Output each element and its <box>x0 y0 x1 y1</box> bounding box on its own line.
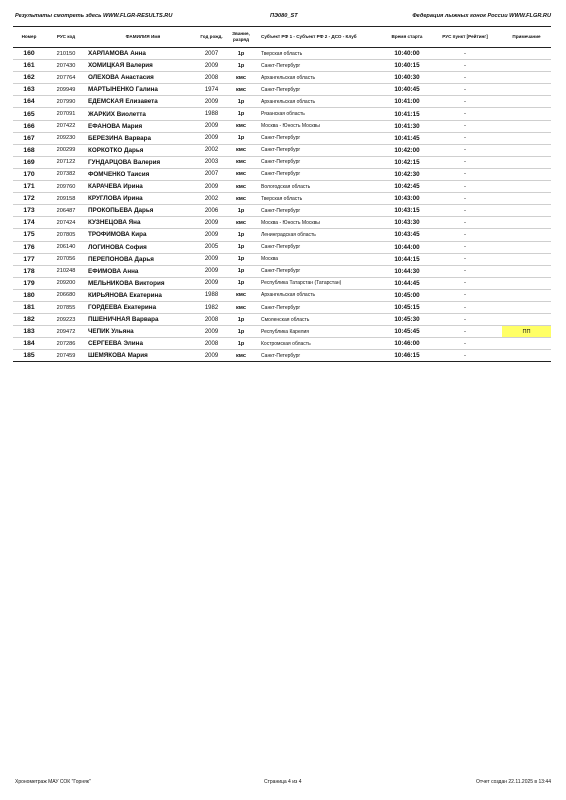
rus-points: - <box>428 217 502 229</box>
table-row <box>13 265 551 277</box>
athlete-number: 167 <box>13 132 45 144</box>
col-code: РУС код <box>45 27 87 48</box>
rus-points: - <box>428 72 502 84</box>
athlete-region: Москва <box>258 253 386 265</box>
athlete-region: Тверская область <box>258 193 386 205</box>
protocol-code: ПЭ080_ST <box>270 13 298 19</box>
table-row <box>13 108 551 120</box>
start-time: 10:44:00 <box>386 241 428 253</box>
athlete-rank: кмс <box>224 301 258 313</box>
athlete-note <box>502 108 551 120</box>
rus-points: - <box>428 289 502 301</box>
athlete-number: 164 <box>13 96 45 108</box>
start-time: 10:41:30 <box>386 120 428 132</box>
rus-points: - <box>428 48 502 60</box>
athlete-code: 209223 <box>45 314 87 326</box>
birth-year: 1988 <box>199 289 224 301</box>
col-number: Номер <box>13 27 45 48</box>
table-row <box>13 48 551 60</box>
athlete-region: Санкт-Петербург <box>258 156 386 168</box>
athlete-code: 207056 <box>45 253 87 265</box>
athlete-number: 170 <box>13 168 45 180</box>
rus-points: - <box>428 168 502 180</box>
athlete-region: Санкт-Петербург <box>258 241 386 253</box>
start-time: 10:46:15 <box>386 350 428 362</box>
col-note: Примечание <box>502 27 551 48</box>
birth-year: 2009 <box>199 96 224 108</box>
birth-year: 2006 <box>199 205 224 217</box>
birth-year: 2009 <box>199 132 224 144</box>
table-row <box>13 156 551 168</box>
start-time: 10:46:00 <box>386 338 428 350</box>
athlete-rank: 1р <box>224 326 258 338</box>
start-time: 10:42:15 <box>386 156 428 168</box>
table-row <box>13 301 551 313</box>
rus-points: - <box>428 350 502 362</box>
birth-year: 2003 <box>199 156 224 168</box>
athlete-code: 210248 <box>45 265 87 277</box>
athlete-region: Тверская область <box>258 48 386 60</box>
start-time: 10:41:00 <box>386 96 428 108</box>
athlete-note <box>502 350 551 362</box>
athlete-rank: 1р <box>224 60 258 72</box>
birth-year: 1982 <box>199 301 224 313</box>
athlete-region: Рязанская область <box>258 108 386 120</box>
athlete-name: ГОРДЕЕВА Екатерина <box>87 301 199 313</box>
athlete-name: ЕДЕМСКАЯ Елизавета <box>87 96 199 108</box>
athlete-number: 174 <box>13 217 45 229</box>
athlete-name: ШЕМЯКОВА Мария <box>87 350 199 362</box>
col-start-time: Время старта <box>386 27 428 48</box>
athlete-number: 179 <box>13 277 45 289</box>
athlete-note <box>502 193 551 205</box>
start-time: 10:45:15 <box>386 301 428 313</box>
table-row <box>13 326 551 338</box>
athlete-code: 206680 <box>45 289 87 301</box>
start-time: 10:43:00 <box>386 193 428 205</box>
athlete-rank: кмс <box>224 193 258 205</box>
table-row <box>13 132 551 144</box>
athlete-note <box>502 217 551 229</box>
athlete-region: Москва - Юность Москвы <box>258 217 386 229</box>
rus-points: - <box>428 60 502 72</box>
rus-points: - <box>428 132 502 144</box>
federation-note: Федерация лыжных гонок России WWW.FLGR.RU <box>412 13 551 19</box>
start-time: 10:40:45 <box>386 84 428 96</box>
athlete-code: 207091 <box>45 108 87 120</box>
start-time: 10:40:00 <box>386 48 428 60</box>
athlete-rank: кмс <box>224 168 258 180</box>
start-time: 10:44:15 <box>386 253 428 265</box>
athlete-name: ЧЕПИК Ульяна <box>87 326 199 338</box>
rus-points: - <box>428 108 502 120</box>
birth-year: 1974 <box>199 84 224 96</box>
athlete-region: Санкт-Петербург <box>258 350 386 362</box>
athlete-rank: 1р <box>224 241 258 253</box>
athlete-region: Санкт-Петербург <box>258 265 386 277</box>
athlete-rank: кмс <box>224 156 258 168</box>
athlete-rank: 1р <box>224 229 258 241</box>
athlete-number: 183 <box>13 326 45 338</box>
start-time: 10:41:15 <box>386 108 428 120</box>
athlete-name: ЛОГИНОВА София <box>87 241 199 253</box>
rus-points: - <box>428 205 502 217</box>
athlete-note <box>502 168 551 180</box>
athlete-number: 160 <box>13 48 45 60</box>
rus-points: - <box>428 181 502 193</box>
athlete-number: 168 <box>13 144 45 156</box>
table-row <box>13 144 551 156</box>
birth-year: 2009 <box>199 217 224 229</box>
birth-year: 2005 <box>199 241 224 253</box>
athlete-name: ЕФИМОВА Анна <box>87 265 199 277</box>
athlete-region: Архангельская область <box>258 289 386 301</box>
start-time: 10:45:00 <box>386 289 428 301</box>
athlete-name: ЖАРКИХ Виолетта <box>87 108 199 120</box>
athlete-rank: кмс <box>224 144 258 156</box>
athlete-number: 162 <box>13 72 45 84</box>
page-number: Страница 4 из 4 <box>264 779 302 785</box>
results-site-note: Результаты смотреть здесь WWW.FLGR-RESULTS.RU <box>15 13 173 19</box>
athlete-code: 207805 <box>45 229 87 241</box>
athlete-rank: 1р <box>224 338 258 350</box>
athlete-region: Санкт-Петербург <box>258 84 386 96</box>
athlete-rank: кмс <box>224 350 258 362</box>
table-row <box>13 168 551 180</box>
athlete-code: 207382 <box>45 168 87 180</box>
athlete-name: ГУНДАРЦОВА Валерия <box>87 156 199 168</box>
col-region: Субъект РФ 1 - Субъект РФ 2 - ДСО - Клуб <box>258 27 386 48</box>
athlete-name: КИРЬЯНОВА Екатерина <box>87 289 199 301</box>
athlete-rank: кмс <box>224 84 258 96</box>
athlete-code: 209158 <box>45 193 87 205</box>
page-header <box>15 13 551 23</box>
athlete-rank: 1р <box>224 96 258 108</box>
athlete-rank: кмс <box>224 120 258 132</box>
athlete-rank: 1р <box>224 265 258 277</box>
birth-year: 2009 <box>199 265 224 277</box>
start-time: 10:44:45 <box>386 277 428 289</box>
table-row <box>13 314 551 326</box>
athlete-rank: кмс <box>224 217 258 229</box>
athlete-code: 206487 <box>45 205 87 217</box>
athlete-code: 207424 <box>45 217 87 229</box>
birth-year: 2009 <box>199 253 224 265</box>
page-footer <box>15 779 551 789</box>
athlete-number: 171 <box>13 181 45 193</box>
birth-year: 2009 <box>199 350 224 362</box>
athlete-number: 163 <box>13 84 45 96</box>
table-row <box>13 350 551 362</box>
athlete-code: 200299 <box>45 144 87 156</box>
rus-points: - <box>428 265 502 277</box>
athlete-region: Санкт-Петербург <box>258 168 386 180</box>
athlete-note <box>502 181 551 193</box>
start-list-table <box>13 26 551 362</box>
athlete-note <box>502 72 551 84</box>
athlete-note <box>502 120 551 132</box>
athlete-note <box>502 289 551 301</box>
athlete-number: 166 <box>13 120 45 132</box>
athlete-code: 207430 <box>45 60 87 72</box>
table-row <box>13 181 551 193</box>
rus-points: - <box>428 84 502 96</box>
table-row <box>13 217 551 229</box>
athlete-rank: 1р <box>224 205 258 217</box>
birth-year: 2009 <box>199 120 224 132</box>
athlete-number: 185 <box>13 350 45 362</box>
rus-points: - <box>428 277 502 289</box>
athlete-rank: 1р <box>224 132 258 144</box>
athlete-region: Смоленская область <box>258 314 386 326</box>
athlete-name: ПШЕНИЧНАЯ Варвара <box>87 314 199 326</box>
table-row <box>13 253 551 265</box>
birth-year: 1988 <box>199 108 224 120</box>
rus-points: - <box>428 326 502 338</box>
athlete-name: КУЗНЕЦОВА Яна <box>87 217 199 229</box>
athlete-note <box>502 156 551 168</box>
athlete-region: Санкт-Петербург <box>258 60 386 72</box>
birth-year: 2002 <box>199 144 224 156</box>
athlete-region: Ленинградская область <box>258 229 386 241</box>
table-row <box>13 60 551 72</box>
athlete-note <box>502 229 551 241</box>
start-time: 10:42:45 <box>386 181 428 193</box>
athlete-note <box>502 301 551 313</box>
athlete-number: 182 <box>13 314 45 326</box>
athlete-number: 161 <box>13 60 45 72</box>
birth-year: 2002 <box>199 193 224 205</box>
birth-year: 2009 <box>199 229 224 241</box>
athlete-number: 172 <box>13 193 45 205</box>
start-time: 10:42:30 <box>386 168 428 180</box>
athlete-region: Архангельская область <box>258 72 386 84</box>
athlete-name: КРУГЛОВА Ирина <box>87 193 199 205</box>
athlete-rank: кмс <box>224 289 258 301</box>
athlete-region: Санкт-Петербург <box>258 301 386 313</box>
athlete-name: МАРТЫНЕНКО Галина <box>87 84 199 96</box>
start-time: 10:42:00 <box>386 144 428 156</box>
athlete-region: Костромская область <box>258 338 386 350</box>
athlete-region: Санкт-Петербург <box>258 205 386 217</box>
athlete-region: Вологодская область <box>258 181 386 193</box>
athlete-code: 209760 <box>45 181 87 193</box>
athlete-rank: кмс <box>224 181 258 193</box>
start-time: 10:43:15 <box>386 205 428 217</box>
athlete-number: 180 <box>13 289 45 301</box>
start-time: 10:40:15 <box>386 60 428 72</box>
birth-year: 2008 <box>199 314 224 326</box>
birth-year: 2009 <box>199 326 224 338</box>
col-year: Год рожд. <box>199 27 224 48</box>
table-row <box>13 277 551 289</box>
athlete-rank: 1р <box>224 277 258 289</box>
table-row <box>13 120 551 132</box>
athlete-note: ПП <box>502 326 551 338</box>
athlete-number: 176 <box>13 241 45 253</box>
athlete-code: 207764 <box>45 72 87 84</box>
athlete-note <box>502 338 551 350</box>
athlete-region: Москва - Юность Москвы <box>258 120 386 132</box>
rus-points: - <box>428 120 502 132</box>
rus-points: - <box>428 96 502 108</box>
athlete-region: Республика Татарстан (Татарстан) <box>258 277 386 289</box>
birth-year: 2007 <box>199 168 224 180</box>
athlete-rank: 1р <box>224 253 258 265</box>
athlete-name: КОРКОТКО Дарья <box>87 144 199 156</box>
start-time: 10:40:30 <box>386 72 428 84</box>
start-time: 10:45:30 <box>386 314 428 326</box>
athlete-region: Санкт-Петербург <box>258 132 386 144</box>
timing-credit: Хронометраж МАУ СОК "Горняк" <box>15 779 91 785</box>
athlete-code: 209949 <box>45 84 87 96</box>
start-time: 10:45:45 <box>386 326 428 338</box>
athlete-note <box>502 132 551 144</box>
table-header-row <box>13 27 551 48</box>
rus-points: - <box>428 253 502 265</box>
col-name: ФАМИЛИЯ Имя <box>87 27 199 48</box>
table-row <box>13 289 551 301</box>
athlete-name: ФОМЧЕНКО Таисия <box>87 168 199 180</box>
athlete-note <box>502 241 551 253</box>
birth-year: 2008 <box>199 338 224 350</box>
athlete-name: БЕРЕЗИНА Варвара <box>87 132 199 144</box>
athlete-name: ПЕРЕПОНОВА Дарья <box>87 253 199 265</box>
athlete-name: СЕРГЕЕВА Элина <box>87 338 199 350</box>
rus-points: - <box>428 314 502 326</box>
athlete-code: 207422 <box>45 120 87 132</box>
athlete-note <box>502 60 551 72</box>
table-row <box>13 241 551 253</box>
athlete-name: КАРАЧЕВА Ирина <box>87 181 199 193</box>
birth-year: 2008 <box>199 72 224 84</box>
start-time: 10:41:45 <box>386 132 428 144</box>
col-rank: Звание, разряд <box>224 27 258 48</box>
athlete-note <box>502 277 551 289</box>
athlete-code: 209230 <box>45 132 87 144</box>
start-time: 10:44:30 <box>386 265 428 277</box>
start-time: 10:43:30 <box>386 217 428 229</box>
athlete-number: 173 <box>13 205 45 217</box>
athlete-region: Республика Карелия <box>258 326 386 338</box>
athlete-note <box>502 96 551 108</box>
athlete-code: 206140 <box>45 241 87 253</box>
col-points: РУС пункт [Рейтинг] <box>428 27 502 48</box>
athlete-code: 207122 <box>45 156 87 168</box>
athlete-code: 207855 <box>45 301 87 313</box>
rus-points: - <box>428 193 502 205</box>
athlete-number: 165 <box>13 108 45 120</box>
table-row <box>13 193 551 205</box>
athlete-name: МЕЛЬНИКОВА Виктория <box>87 277 199 289</box>
athlete-note <box>502 48 551 60</box>
rus-points: - <box>428 338 502 350</box>
athlete-region: Архангельская область <box>258 96 386 108</box>
athlete-code: 209472 <box>45 326 87 338</box>
athlete-name: ОЛЕХОВА Анастасия <box>87 72 199 84</box>
athlete-rank: 1р <box>224 108 258 120</box>
athlete-region: Санкт-Петербург <box>258 144 386 156</box>
rus-points: - <box>428 241 502 253</box>
athlete-rank: 1р <box>224 48 258 60</box>
athlete-name: ЕФАНОВА Мария <box>87 120 199 132</box>
athlete-name: ПРОКОПЬЕВА Дарья <box>87 205 199 217</box>
report-created: Отчет создан 22.11.2025 в 13:44 <box>476 779 551 785</box>
table-row <box>13 229 551 241</box>
athlete-number: 169 <box>13 156 45 168</box>
table-row <box>13 205 551 217</box>
birth-year: 2009 <box>199 181 224 193</box>
athlete-note <box>502 144 551 156</box>
athlete-number: 177 <box>13 253 45 265</box>
athlete-note <box>502 265 551 277</box>
rus-points: - <box>428 229 502 241</box>
athlete-name: ХОМИЦКАЯ Валерия <box>87 60 199 72</box>
birth-year: 2009 <box>199 277 224 289</box>
athlete-note <box>502 205 551 217</box>
athlete-number: 184 <box>13 338 45 350</box>
athlete-note <box>502 253 551 265</box>
athlete-note <box>502 314 551 326</box>
athlete-number: 181 <box>13 301 45 313</box>
athlete-number: 178 <box>13 265 45 277</box>
table-row <box>13 96 551 108</box>
birth-year: 2009 <box>199 60 224 72</box>
rus-points: - <box>428 144 502 156</box>
table-row <box>13 338 551 350</box>
athlete-rank: кмс <box>224 72 258 84</box>
athlete-name: ТРОФИМОВА Кира <box>87 229 199 241</box>
athlete-code: 209200 <box>45 277 87 289</box>
table-row <box>13 84 551 96</box>
athlete-name: ХАРЛАМОВА Анна <box>87 48 199 60</box>
birth-year: 2007 <box>199 48 224 60</box>
athlete-code: 207459 <box>45 350 87 362</box>
athlete-code: 207286 <box>45 338 87 350</box>
athlete-code: 210150 <box>45 48 87 60</box>
rus-points: - <box>428 301 502 313</box>
rus-points: - <box>428 156 502 168</box>
athlete-rank: 1р <box>224 314 258 326</box>
table-row <box>13 72 551 84</box>
athlete-number: 175 <box>13 229 45 241</box>
athlete-note <box>502 84 551 96</box>
start-time: 10:43:45 <box>386 229 428 241</box>
athlete-code: 207990 <box>45 96 87 108</box>
